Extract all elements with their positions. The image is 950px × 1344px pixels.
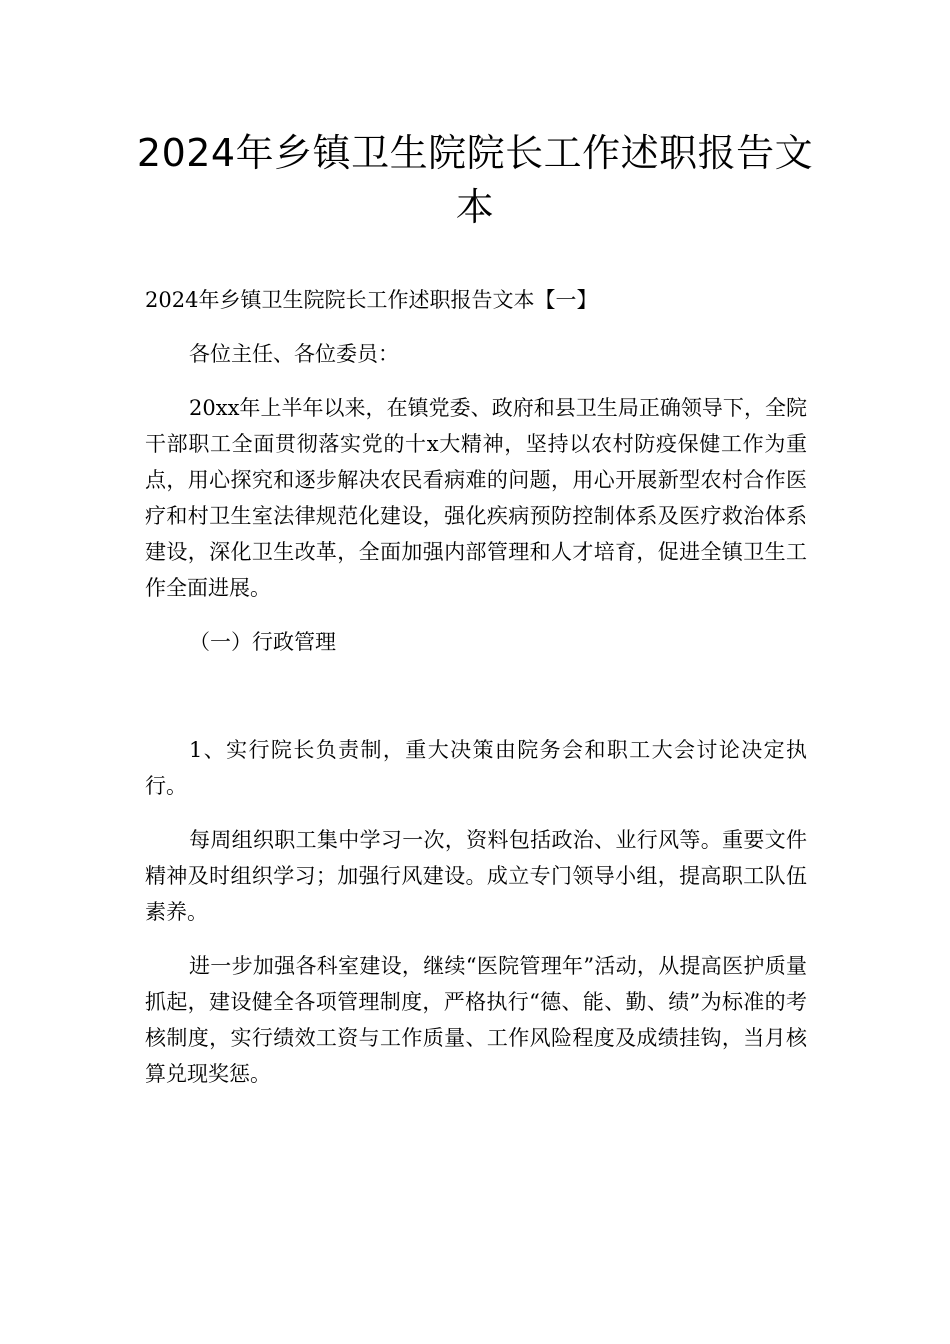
section-heading-admin: （一）行政管理	[189, 630, 336, 654]
document-title: 2024年乡镇卫生院院长工作述职报告文本	[136, 131, 814, 229]
paragraph-item-1: 1、实行院长负责制，重大决策由院务会和职工大会讨论决定执行。	[145, 738, 807, 798]
section-subtitle: 2024年乡镇卫生院院长工作述职报告文本【一】	[145, 288, 598, 312]
paragraph-department: 进一步加强各科室建设，继续“医院管理年”活动，从提高医护质量抓起，建设健全各项管理制度，严格执行“德、能、勤、绩”为标准的考核制度，实行绩效工资与工作质量、工作风险程度及成绩挂钩，当月核算兑现奖惩。	[145, 954, 807, 1086]
paragraph-study: 每周组织职工集中学习一次，资料包括政治、业行风等。重要文件精神及时组织学习；加强行风建设。成立专门领导小组，提高职工队伍素养。	[145, 828, 807, 924]
paragraph-intro: 20xx年上半年以来，在镇党委、政府和县卫生局正确领导下，全院干部职工全面贯彻落实党的十x大精神，坚持以农村防疫保健工作为重点，用心探究和逐步解决农民看病难的问题，用心开展新型农村合作医疗和村卫生室法律规范化建设，强化疾病预防控制体系及医疗救治体系建设，深化卫生改革，全面加强内部管理和人才培育，促进全镇卫生工作全面进展。	[145, 396, 807, 600]
document-body	[145, 282, 807, 1110]
greeting: 各位主任、各位委员：	[189, 342, 399, 366]
